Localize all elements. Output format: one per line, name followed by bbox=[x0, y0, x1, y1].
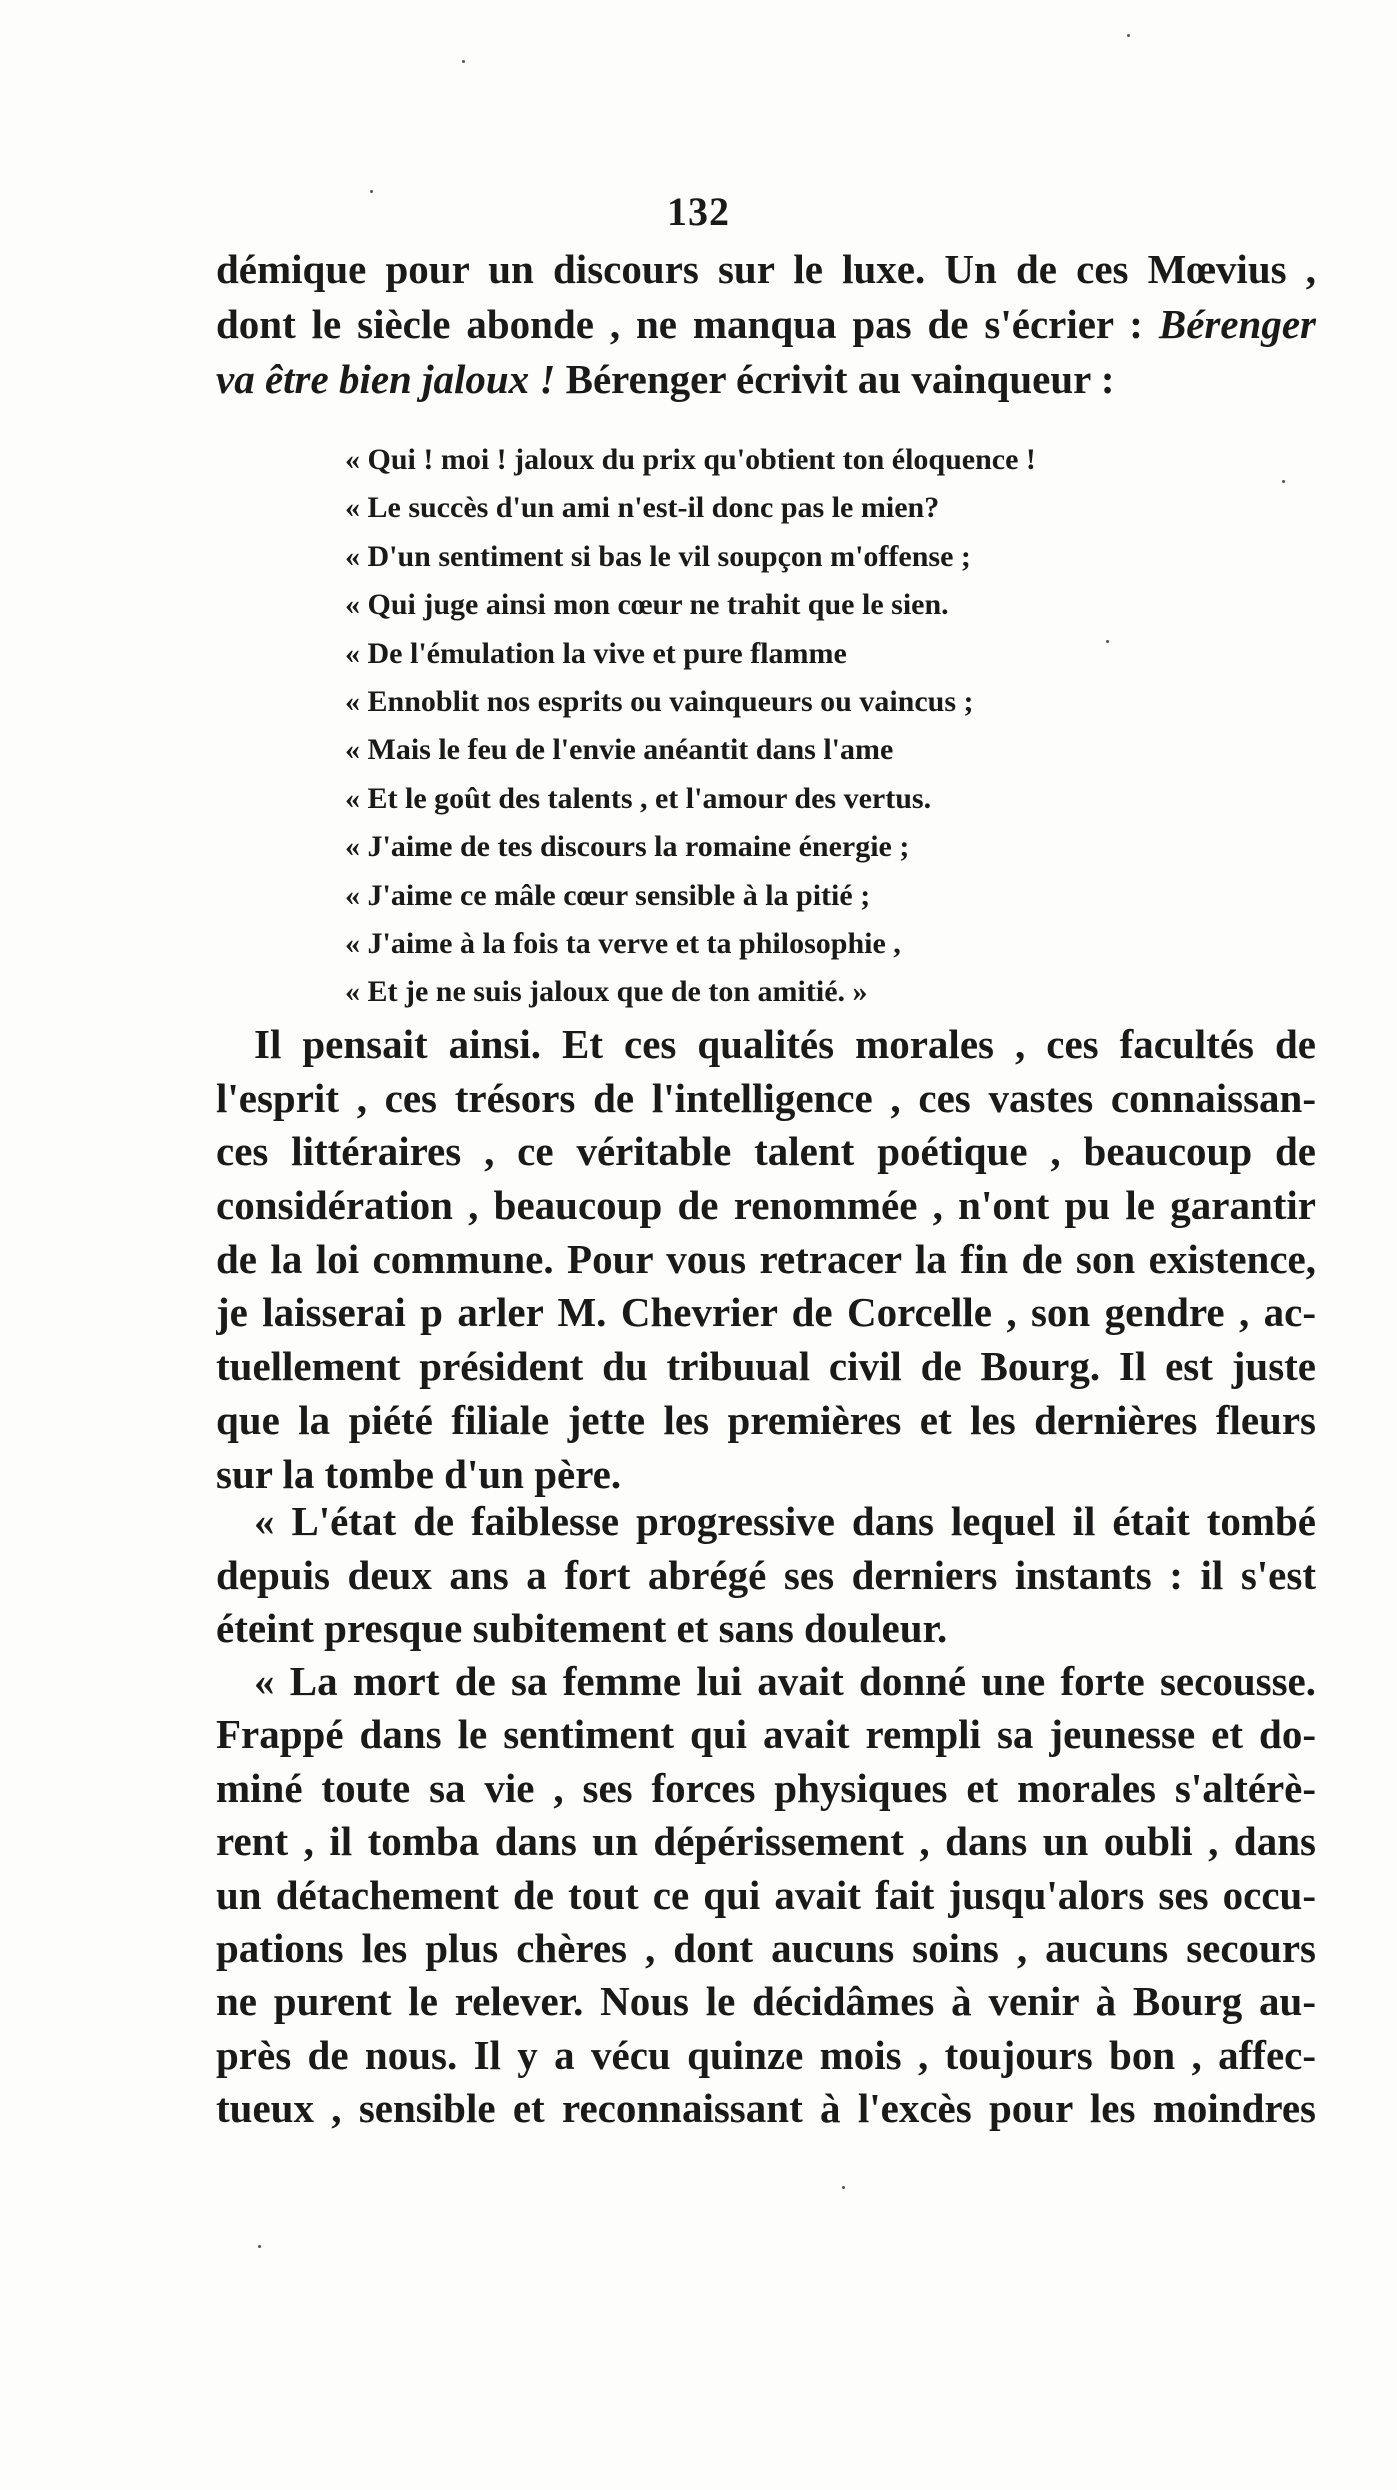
text-line: va être bien jaloux ! Bérenger écrivit au vainqueur : bbox=[216, 356, 1115, 402]
text-line: démique pour un discours sur le luxe. Un de ces Mœvius , bbox=[216, 246, 1316, 292]
scan-speck bbox=[1127, 34, 1130, 37]
text-line: tuellement président du tribuual civil de Bourg. Il est juste bbox=[216, 1343, 1316, 1390]
paragraph-2 bbox=[216, 1018, 1316, 1501]
scan-speck bbox=[842, 2186, 845, 2189]
verse-line: « J'aime de tes discours la romaine énergie ; bbox=[345, 830, 910, 864]
verse-line: « Qui ! moi ! jaloux du prix qu'obtient ton éloquence ! bbox=[345, 443, 1036, 476]
text-line: éteint presque subitement et sans douleur. bbox=[216, 1605, 948, 1651]
verse-line: « De l'émulation la vive et pure flamme bbox=[345, 636, 847, 670]
text-line: que la piété filiale jette les premières et les dernières fleurs bbox=[216, 1396, 1316, 1443]
text-line: Frappé dans le sentiment qui avait rempli sa jeunesse et do- bbox=[216, 1711, 1316, 1758]
text-line: ces littéraires , ce véritable talent poétique , beaucoup de bbox=[216, 1128, 1316, 1175]
paragraph-4 bbox=[216, 1655, 1316, 2136]
text-line: miné toute sa vie , ses forces physiques et morales s'altérè- bbox=[216, 1764, 1316, 1811]
verse-line: « Ennoblit nos esprits ou vainqueurs ou vaincus ; bbox=[345, 684, 974, 718]
text-line: rent , il tomba dans un dépérissement , dans un oubli , dans bbox=[216, 1818, 1316, 1865]
intro-paragraph bbox=[216, 242, 1316, 407]
scan-speck bbox=[1282, 480, 1285, 483]
text-line: sur la tombe d'un père. bbox=[216, 1450, 622, 1497]
text-line: je laisserai p arler M. Chevrier de Corcelle , son gendre , ac- bbox=[216, 1289, 1316, 1336]
text-line: « L'état de faiblesse progressive dans lequel il était tombé bbox=[254, 1498, 1316, 1544]
text-line: Il pensait ainsi. Et ces qualités morales , ces facultés de bbox=[254, 1021, 1316, 1067]
italic-phrase: Bérenger bbox=[1158, 301, 1316, 347]
text-line: considération , beaucoup de renommée , n'ont pu le garantir bbox=[216, 1182, 1316, 1229]
verse-line: « Mais le feu de l'envie anéantit dans l'ame bbox=[345, 733, 894, 767]
verse-line: « Et je ne suis jaloux que de ton amitié. » bbox=[345, 975, 868, 1009]
verse-line: « Et le goût des talents , et l'amour des vertus. bbox=[345, 781, 932, 815]
text-line: un détachement de tout ce qui avait fait jusqu'alors ses occu- bbox=[216, 1871, 1316, 1918]
verse-line: « Qui juge ainsi mon cœur ne trahit que le sien. bbox=[345, 588, 949, 622]
text-line: « La mort de sa femme lui avait donné une forte secousse. bbox=[254, 1658, 1316, 1704]
verse-line: « J'aime ce mâle cœur sensible à la pitié ; bbox=[345, 878, 871, 912]
text-line: ne purent le relever. Nous le décidâmes à venir à Bourg au- bbox=[216, 1978, 1316, 2025]
page-number: 132 bbox=[667, 189, 730, 234]
verse-line: « J'aime à la fois ta verve et ta philosophie , bbox=[345, 926, 901, 960]
italic-phrase: va être bien jaloux ! bbox=[216, 356, 556, 402]
text-line: de la loi commune. Pour vous retracer la fin de son existence, bbox=[216, 1235, 1316, 1282]
text-line: près de nous. Il y a vécu quinze mois , toujours bon , affec- bbox=[216, 2031, 1316, 2078]
verse-line: « D'un sentiment si bas le vil soupçon m'offense ; bbox=[345, 539, 971, 573]
text-line: pations les plus chères , dont aucuns soins , aucuns secours bbox=[216, 1924, 1316, 1971]
paragraph-3 bbox=[216, 1495, 1316, 1656]
text-line: dont le siècle abonde , ne manqua pas de s'écrier : Bérenger bbox=[216, 301, 1316, 347]
scan-speck bbox=[462, 60, 465, 63]
verse-line: « Le succès d'un ami n'est-il donc pas le mien? bbox=[345, 491, 940, 525]
scan-speck bbox=[258, 2245, 261, 2248]
poem bbox=[345, 436, 1125, 1017]
text-line: depuis deux ans a fort abrégé ses derniers instants : il s'est bbox=[216, 1551, 1316, 1598]
text-line: l'esprit , ces trésors de l'intelligence , ces vastes connaissan- bbox=[216, 1074, 1316, 1121]
text-line: tueux , sensible et reconnaissant à l'excès pour les moindres bbox=[216, 2085, 1316, 2132]
